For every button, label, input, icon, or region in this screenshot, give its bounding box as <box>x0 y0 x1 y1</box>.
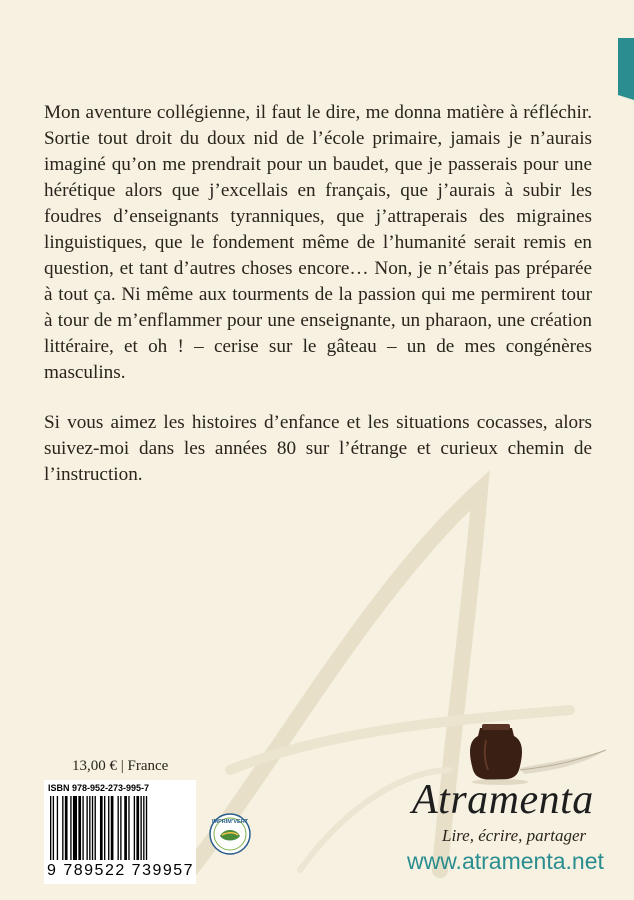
barcode-bar <box>92 796 93 860</box>
publisher-name: Atramenta <box>412 777 594 823</box>
imprim-vert-logo <box>208 812 252 856</box>
barcode-bar <box>57 796 58 860</box>
barcode-bar <box>104 796 105 860</box>
blurb-paragraph-1: Mon aventure collégienne, il faut le dire, me donna matière à réfléchir. Sortie tout droit du doux nid de l’école primaire, jamais je n’aurais imaginé qu’on me prendrait pour un baudet, que je passerais pour une hérétique alors que j’excellais en français, que j’aurais à subir les foudres d’enseignants tyranniques, que j’attraperais des migraines linguistiques, que le fondement même de l’humanité serait remis en question, et tant d’autres choses encore… Non, je n’étais pas préparée à tout ça. Ni même aux tourments de la passion qui me permirent tour à tour de m’enflammer pour une enseignante, un pharaon, une création littéraire, et oh ! – cerise sur le gâteau – un de mes congénères masculins. <box>44 102 592 383</box>
barcode-bar <box>120 796 121 860</box>
barcode-bar <box>146 796 147 860</box>
barcode-digits: 9 789522 739957 <box>47 862 195 879</box>
barcode-bar <box>89 796 90 860</box>
barcode-bar <box>53 796 54 860</box>
barcode-bar <box>86 796 87 860</box>
barcode-bar <box>65 796 68 860</box>
barcode-bar <box>62 796 63 860</box>
barcode-bar <box>140 796 141 860</box>
barcode-bar <box>136 796 139 860</box>
barcode-bar <box>73 796 77 860</box>
barcode-bar <box>95 796 96 860</box>
barcode-bar <box>78 796 81 860</box>
barcode-bar <box>50 796 51 860</box>
barcode-bar <box>134 796 135 860</box>
imprim-vert-text: IMPRIM’VERT <box>211 819 249 825</box>
teal-edge-tab <box>618 38 634 100</box>
isbn-label: ISBN 978-952-273-995-7 <box>48 783 150 793</box>
barcode-bar <box>143 796 144 860</box>
barcode-bar <box>128 796 129 860</box>
barcode-bar <box>111 796 114 860</box>
publisher-website: www.atramenta.net <box>407 848 604 874</box>
barcode-bars <box>48 796 192 862</box>
barcode-bar <box>108 796 109 860</box>
barcode-bar <box>118 796 119 860</box>
publisher-tagline: Lire, écrire, partager <box>442 826 587 845</box>
price-label: 13,00 € | France <box>72 758 169 774</box>
barcode-bar <box>124 796 127 860</box>
barcode-bar <box>100 796 103 860</box>
isbn-barcode <box>44 780 196 884</box>
barcode-bar <box>70 796 71 860</box>
blurb-paragraph-2: Si vous aimez les histoires d’enfance et les situations cocasses, alors suivez-moi dans les années 80 sur l’étrange et curieux chemin de l’instruction. <box>44 412 592 485</box>
barcode-bar <box>82 796 83 860</box>
back-cover-blurb <box>44 100 592 488</box>
